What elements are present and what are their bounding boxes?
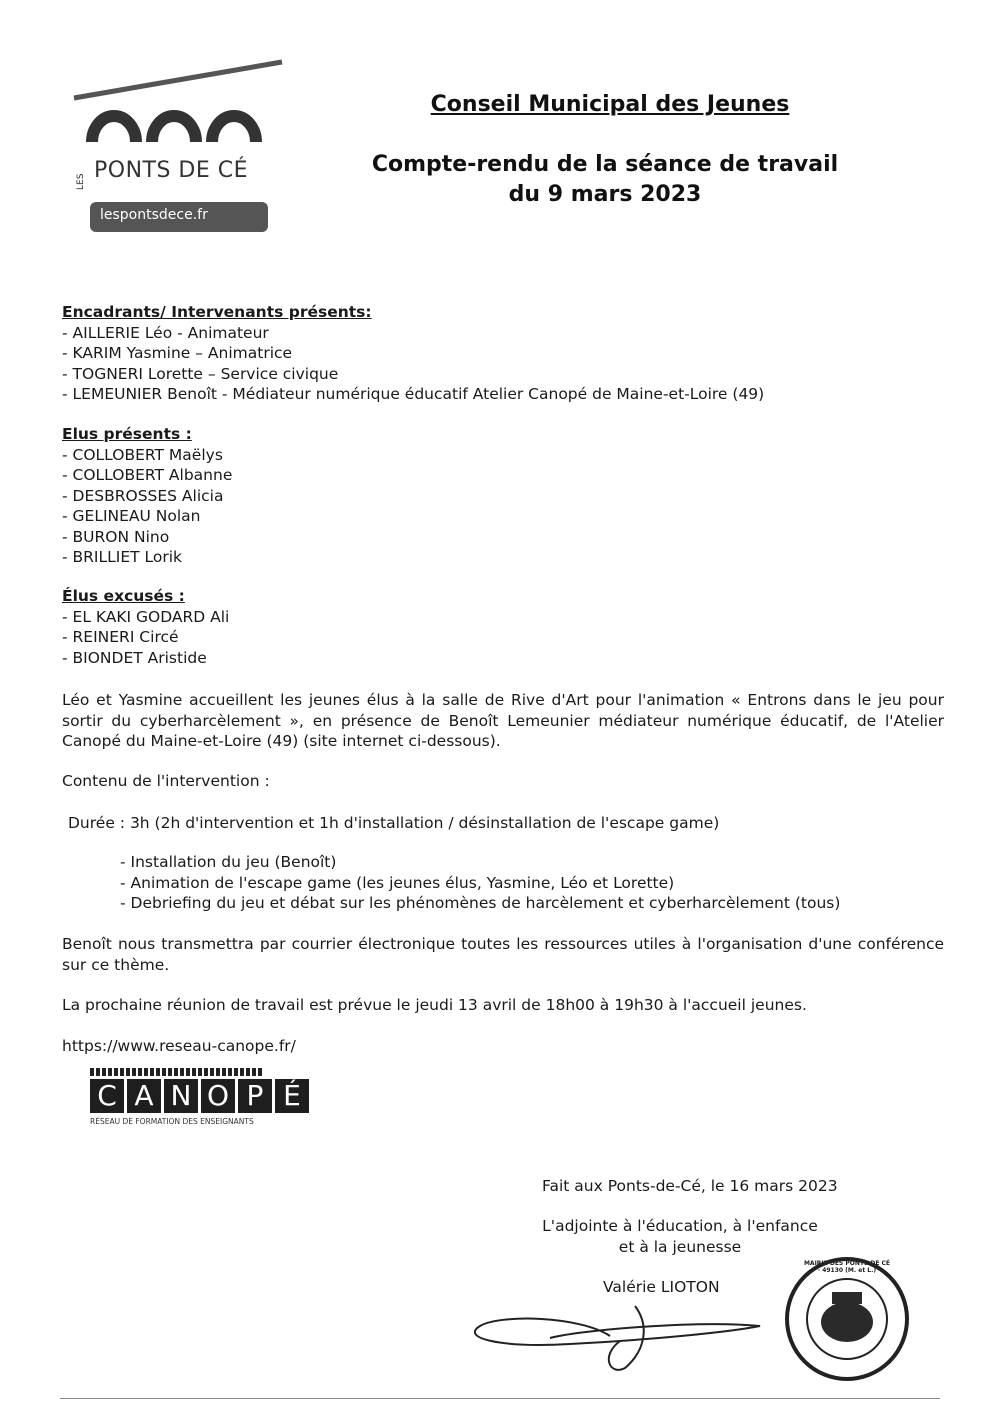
- stamp-text: MAIRIE DES PONTS DE CÉ · 49130 (M. et L.): [803, 1260, 891, 1274]
- intro-paragraph: Léo et Yasmine accueillent les jeunes élus à la salle de Rive d'Art pour l'animation « Entrons dans le jeu pour sortir du cyberharcèlement », en présence de Benoît Lemeunier médiateur numérique éducatif, de l'Atelier Canopé du Maine-et-Loire (49) (site internet ci-dessous).: [62, 691, 944, 750]
- steps-list: [120, 852, 840, 914]
- canope-letter: P: [238, 1079, 272, 1113]
- list-item: - COLLOBERT Albanne: [62, 466, 233, 484]
- bottom-rule: [60, 1398, 940, 1399]
- logo-prefix: LES: [76, 173, 86, 190]
- ressources-paragraph: Benoît nous transmettra par courrier électronique toutes les ressources utiles à l'organisation d'une conférence sur ce thème.: [62, 935, 944, 974]
- list-item: - LEMEUNIER Benoît - Médiateur numérique éducatif Atelier Canopé de Maine-et-Loire (49): [62, 385, 765, 403]
- list-item: - DESBROSSES Alicia: [62, 486, 224, 505]
- list-item: - BURON Nino: [62, 527, 170, 546]
- list-item: - BRILLIET Lorik: [62, 548, 183, 566]
- canope-letter: O: [201, 1079, 235, 1113]
- logo-name: PONTS DE CÉ: [94, 158, 249, 183]
- list-item: - KARIM Yasmine – Animatrice: [62, 344, 293, 362]
- list-item: - BIONDET Aristide: [62, 648, 207, 667]
- encadrants-section: [62, 302, 764, 405]
- prochaine-reunion: La prochaine réunion de travail est prévue le jeudi 13 avril de 18h00 à 19h30 à l'accueil jeunes.: [62, 996, 807, 1014]
- list-item: - AILLERIE Léo - Animateur: [62, 323, 269, 342]
- signatory-role: [500, 1216, 860, 1257]
- elus-excuses-title: Élus excusés :: [62, 587, 185, 605]
- canope-website-link[interactable]: https://www.reseau-canope.fr/: [62, 1037, 296, 1055]
- handwritten-signature: [460, 1296, 780, 1376]
- list-item: - TOGNERI Lorette – Service civique: [62, 364, 339, 383]
- subtitle-line-1: Compte-rendu de la séance de travail: [371, 152, 839, 177]
- subtitle-line-2: du 9 mars 2023: [508, 182, 702, 207]
- canope-letter: N: [164, 1079, 198, 1113]
- canope-letter: A: [127, 1079, 161, 1113]
- town-logo: [72, 50, 292, 240]
- canope-letter: C: [90, 1079, 124, 1113]
- elus-excuses-section: [62, 586, 229, 668]
- list-item: - Debriefing du jeu et débat sur les phénomènes de harcèlement et cyberharcèlement (tous): [120, 894, 841, 912]
- list-item: - EL KAKI GODARD Ali: [62, 607, 230, 626]
- document-title: Conseil Municipal des Jeunes: [430, 92, 790, 117]
- role-line-1: L'adjointe à l'éducation, à l'enfance: [542, 1217, 818, 1235]
- list-item: - Installation du jeu (Benoît): [120, 853, 337, 871]
- canope-letters: [90, 1079, 301, 1113]
- contenu-label: Contenu de l'intervention :: [62, 772, 270, 790]
- signatory-name: Valérie LIOTON: [603, 1278, 720, 1296]
- list-item: - Animation de l'escape game (les jeunes élus, Yasmine, Léo et Lorette): [120, 873, 675, 892]
- list-item: - GELINEAU Nolan: [62, 507, 201, 525]
- canope-logo: [90, 1068, 301, 1143]
- canope-letter: É: [275, 1079, 309, 1113]
- mairie-stamp: [782, 1254, 912, 1384]
- elus-presents-section: [62, 424, 232, 568]
- list-item: - COLLOBERT Maëlys: [62, 445, 223, 464]
- canope-top-strip: [90, 1068, 262, 1076]
- canope-tagline: RÉSEAU DE FORMATION DES ENSEIGNANTS: [90, 1117, 254, 1126]
- role-line-2: et à la jeunesse: [618, 1237, 742, 1256]
- duree-line: Durée : 3h (2h d'intervention et 1h d'installation / désinstallation de l'escape game): [68, 814, 720, 832]
- encadrants-title: Encadrants/ Intervenants présents:: [62, 303, 372, 321]
- elus-presents-title: Elus présents :: [62, 425, 192, 443]
- list-item: - REINERI Circé: [62, 628, 179, 646]
- document-subtitle: [330, 150, 880, 210]
- logo-url: lespontsdece.fr: [100, 207, 208, 223]
- place-date: Fait aux Ponts-de-Cé, le 16 mars 2023: [542, 1177, 838, 1195]
